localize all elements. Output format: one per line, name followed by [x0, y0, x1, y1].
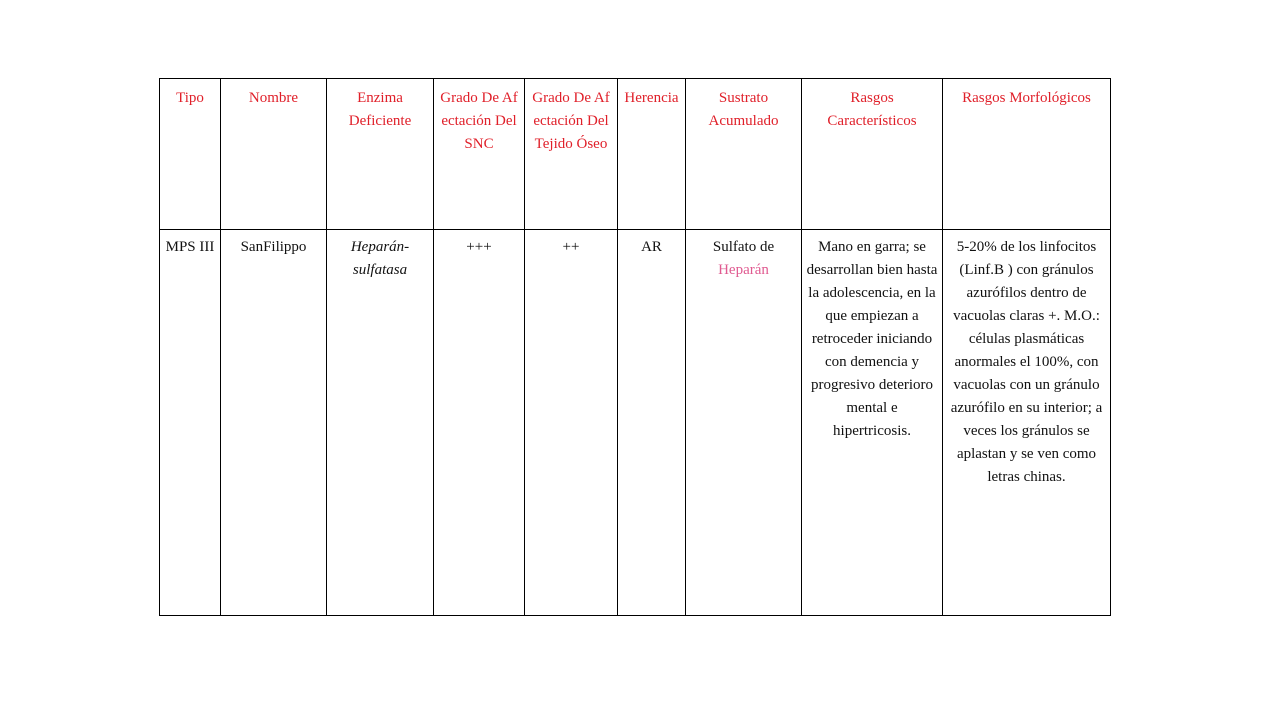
mps-table	[159, 78, 1111, 616]
header-grado-oseo: Grado De Afectación Del Tejido Óseo	[525, 79, 618, 230]
sustrato-prefix: Sulfato de	[712, 239, 775, 255]
header-grado-snc: Grado De Afectación Del SNC	[434, 79, 525, 230]
header-nombre: Nombre	[221, 79, 327, 230]
header-sustrato: Sustrato Acumulado	[686, 79, 802, 230]
header-enzima: Enzima Deficiente	[327, 79, 434, 230]
cell-herencia: AR	[618, 230, 686, 616]
cell-nombre: SanFilippo	[221, 230, 327, 616]
cell-sustrato	[686, 230, 802, 616]
sustrato-highlight: Heparán	[718, 262, 769, 278]
cell-tipo: MPS III	[160, 230, 221, 616]
cell-enzima: Heparán-sulfatasa	[327, 230, 434, 616]
header-tipo: Tipo	[160, 79, 221, 230]
cell-rasgos-morfologicos: 5-20% de los linfocitos (Linf.B ) con gránulos azurófilos dentro de vacuolas claras +. M.O.: células plasmáticas anormales el 100%, con vacuolas con un gránulo azurófilo en su interior; a veces los gránulos se aplastan y se ven como letras chinas.	[943, 230, 1111, 616]
cell-grado-snc: +++	[434, 230, 525, 616]
cell-grado-oseo: ++	[525, 230, 618, 616]
header-herencia: Herencia	[618, 79, 686, 230]
header-rasgos-caracteristicos: Rasgos Característicos	[802, 79, 943, 230]
table-row	[160, 230, 1111, 616]
header-row	[160, 79, 1111, 230]
cell-rasgos-caracteristicos: Mano en garra; se desarrollan bien hasta la adolescencia, en la que empiezan a retroceder iniciando con demencia y progresivo deterioro mental e hipertricosis.	[802, 230, 943, 616]
header-rasgos-morfologicos: Rasgos Morfológicos	[943, 79, 1111, 230]
